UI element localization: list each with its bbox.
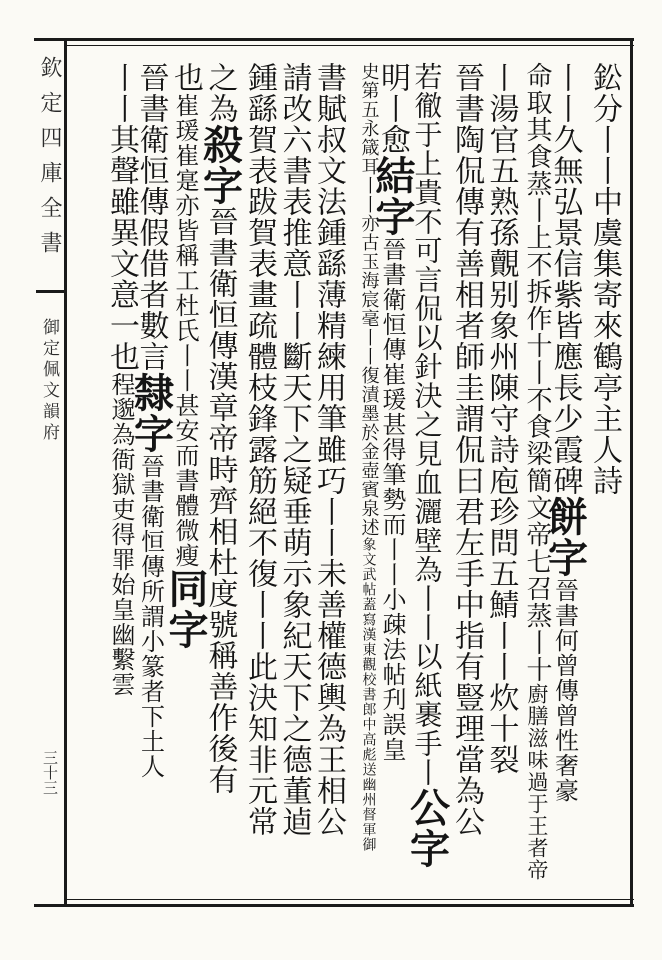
- body-text: 命取其食蒸丨上不拆作十丨不食梁簡文帝七召蒸丨十: [522, 62, 552, 683]
- annotation-text: 崔瑗崔寔亦皆稱工杜氏丨丨甚安而書體微瘦: [171, 93, 199, 568]
- body-text: 丨湯官五熟孫覿别象州陳守詩庖珍問五鯖丨丨炊十裂: [483, 62, 519, 775]
- headword: 餅字: [541, 496, 589, 578]
- frame-bottom-inner-border: [66, 899, 634, 900]
- annotation-text: 晉書衛恒傳所謂小篆者下土人: [136, 454, 165, 779]
- text-column: [449, 62, 484, 837]
- annotation-text: 程邈為衙獄吏得罪始皇幽繫雲: [107, 372, 135, 697]
- headword: 隸字: [127, 372, 175, 454]
- text-column: [311, 62, 346, 837]
- body-text: 之為: [202, 62, 238, 124]
- text-column: [104, 62, 139, 697]
- text-column: [348, 62, 378, 852]
- headword: 同字: [162, 568, 209, 650]
- text-column: [127, 62, 175, 779]
- frame-top-inner-border: [66, 45, 634, 46]
- body-text: 鍾繇賀表跋賀表畫疏體枝鋒露筋絕不復丨丨此決知非元常: [242, 62, 277, 837]
- text-column: [403, 62, 451, 869]
- text-column: [162, 62, 209, 650]
- headword: 殺字: [196, 124, 244, 206]
- headword: 結字: [369, 155, 416, 237]
- body-text: 晉書衛恒傳漢章帝時齊相杜度號稱善作後有: [202, 206, 238, 795]
- page-number: 三十三: [41, 750, 59, 795]
- body-text: 請改六書表推意丨丨斷天下之疑垂萌示象紀天下之德董逌: [276, 62, 312, 837]
- text-column: [242, 62, 277, 837]
- body-text: 史第五永箴耳丨丨亦古玉海宸毫丨丨復漬墨於金壺賓泉述: [358, 62, 380, 537]
- frame-top-border: [34, 38, 634, 41]
- text-column: [483, 62, 519, 775]
- body-text: 晉書衛恒傳假借者數言: [133, 62, 169, 372]
- frame-right-border: [630, 38, 633, 907]
- text-column: [520, 62, 550, 881]
- body-text: 丨丨久無弘景信紫皆應長少霞碑: [547, 62, 583, 496]
- body-text: 丨丨其聲雖異文意一也: [104, 62, 139, 372]
- frame-bottom-border: [34, 904, 634, 907]
- annotation-text: 晉書衛恒傳崔瑗甚得筆勢而丨丨小疎法帖刋誤皇: [378, 237, 406, 762]
- annotation-text: 晉書何曾傳曾性奢豪: [550, 578, 579, 803]
- body-text: 鈆分丨丨中虞集寄來鶴亭主人詩: [587, 62, 622, 496]
- frame-margin-divider: [64, 38, 67, 907]
- body-text: 書賦叔文法鍾繇薄精練用筆雖巧丨丨未善權德輿為王相公: [311, 62, 346, 837]
- text-column: [587, 62, 622, 496]
- text-column: [196, 62, 244, 795]
- body-text: 明: [375, 62, 410, 93]
- annotation-text: 象文武帖蓋寫漢東觀校書郎中高彪送幽州督軍御: [360, 537, 377, 852]
- body-text: 也: [168, 62, 203, 93]
- fish-tail-mark: [36, 290, 64, 293]
- margin-top-label: 欽定四庫全書: [37, 56, 62, 266]
- text-column: [276, 62, 312, 837]
- annotation-text: 廚膳滋味過于王者帝: [525, 683, 549, 881]
- body-text: 丨愈: [375, 93, 410, 155]
- body-text: 若徹于上貴不可言侃以針決之見血灑壁為丨丨以紙裹手丨: [410, 62, 444, 787]
- body-text: 晉書陶侃傳有善相者師圭謂侃曰君左手中指有豎理當為公: [449, 62, 484, 837]
- margin-side-label: 御定佩文韻府: [39, 318, 59, 444]
- text-column: [541, 62, 589, 803]
- headword: 公字: [403, 787, 451, 869]
